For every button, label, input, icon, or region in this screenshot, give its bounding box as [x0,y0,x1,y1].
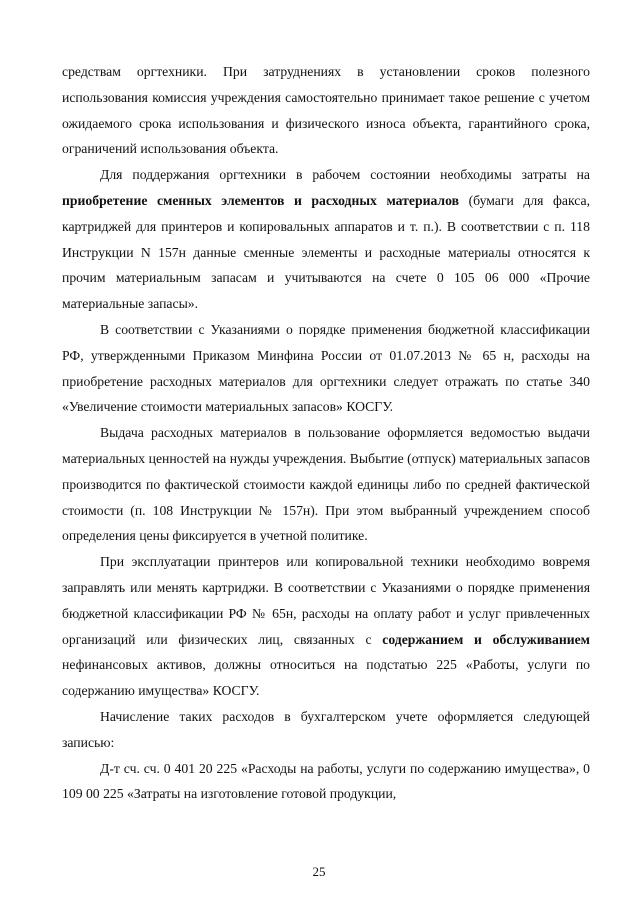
text-run: Выдача расходных материалов в пользование оформляется ведомостью выдачи материальных ценностей на нужды учреждения. Выбытие (отпуск) материальных запасов производится по фактической стоимости каждой единицы либо по средней фактической стоимости (п. 108 Инструкции № 157н). При этом выбранный учреждением способ определения цены фиксируется в учетной политике. [62,425,590,544]
text-run: При эксплуатации принтеров или копировальной техники необходимо вовремя заправлять или менять картриджи. В соответствии с Указаниями о порядке применения бюджетной классификации РФ № 65н, расходы на оплату работ и услуг привлеченных организаций или физических лиц, связанных с [62,554,590,647]
paragraph [62,756,590,808]
text-run: В соответствии с Указаниями о порядке применения бюджетной классификации РФ, утвержденными Приказом Минфина России от 01.07.2013 № 65 н, расходы на приобретение расходных материалов для оргтехники следует отражать по статье 340 «Увеличение стоимости материальных запасов» КОСГУ. [62,321,590,415]
text-run: нефинансовых активов, должны относиться на подстатью 225 «Работы, услуги по содержанию имущества» КОСГУ. [62,657,590,699]
paragraph [62,704,590,756]
bold-text-run: приобретение сменных элементов и расходных материалов [62,192,460,208]
paragraph [62,162,590,317]
paragraph [62,420,590,549]
paragraph [62,317,590,420]
text-run: средствам оргтехники. При затруднениях в установлении сроков полезного использования комиссия учреждения самостоятельно принимает такое решение с учетом ожидаемого срока использования и физического износа объекта, гарантийного срока, ограничений использования объекта. [62,64,590,157]
body-text [62,59,590,807]
bold-text-run: содержанием и обслуживанием [382,631,590,647]
page-number: 25 [312,864,326,879]
text-run: (бумаги для факса, картриджей для принтеров и копировальных аппаратов и т. п.). В соответствии с п. 118 Инструкции N 157н данные сменные элементы и расходные материалы относятся к прочим материальным запасам и учитываются на счете 0 105 06 000 «Прочие материальные запасы». [62,192,591,312]
text-run: Начисление таких расходов в бухгалтерском учете оформляется следующей записью: [62,708,590,750]
text-run: Д-т сч. сч. 0 401 20 225 «Расходы на работы, услуги по содержанию имущества», 0 109 00 225 «Затраты на изготовление готовой продукции, [62,760,590,802]
text-run: Для поддержания оргтехники в рабочем состоянии необходимы затраты на [100,167,590,183]
paragraph [62,59,590,162]
paragraph [62,549,590,704]
